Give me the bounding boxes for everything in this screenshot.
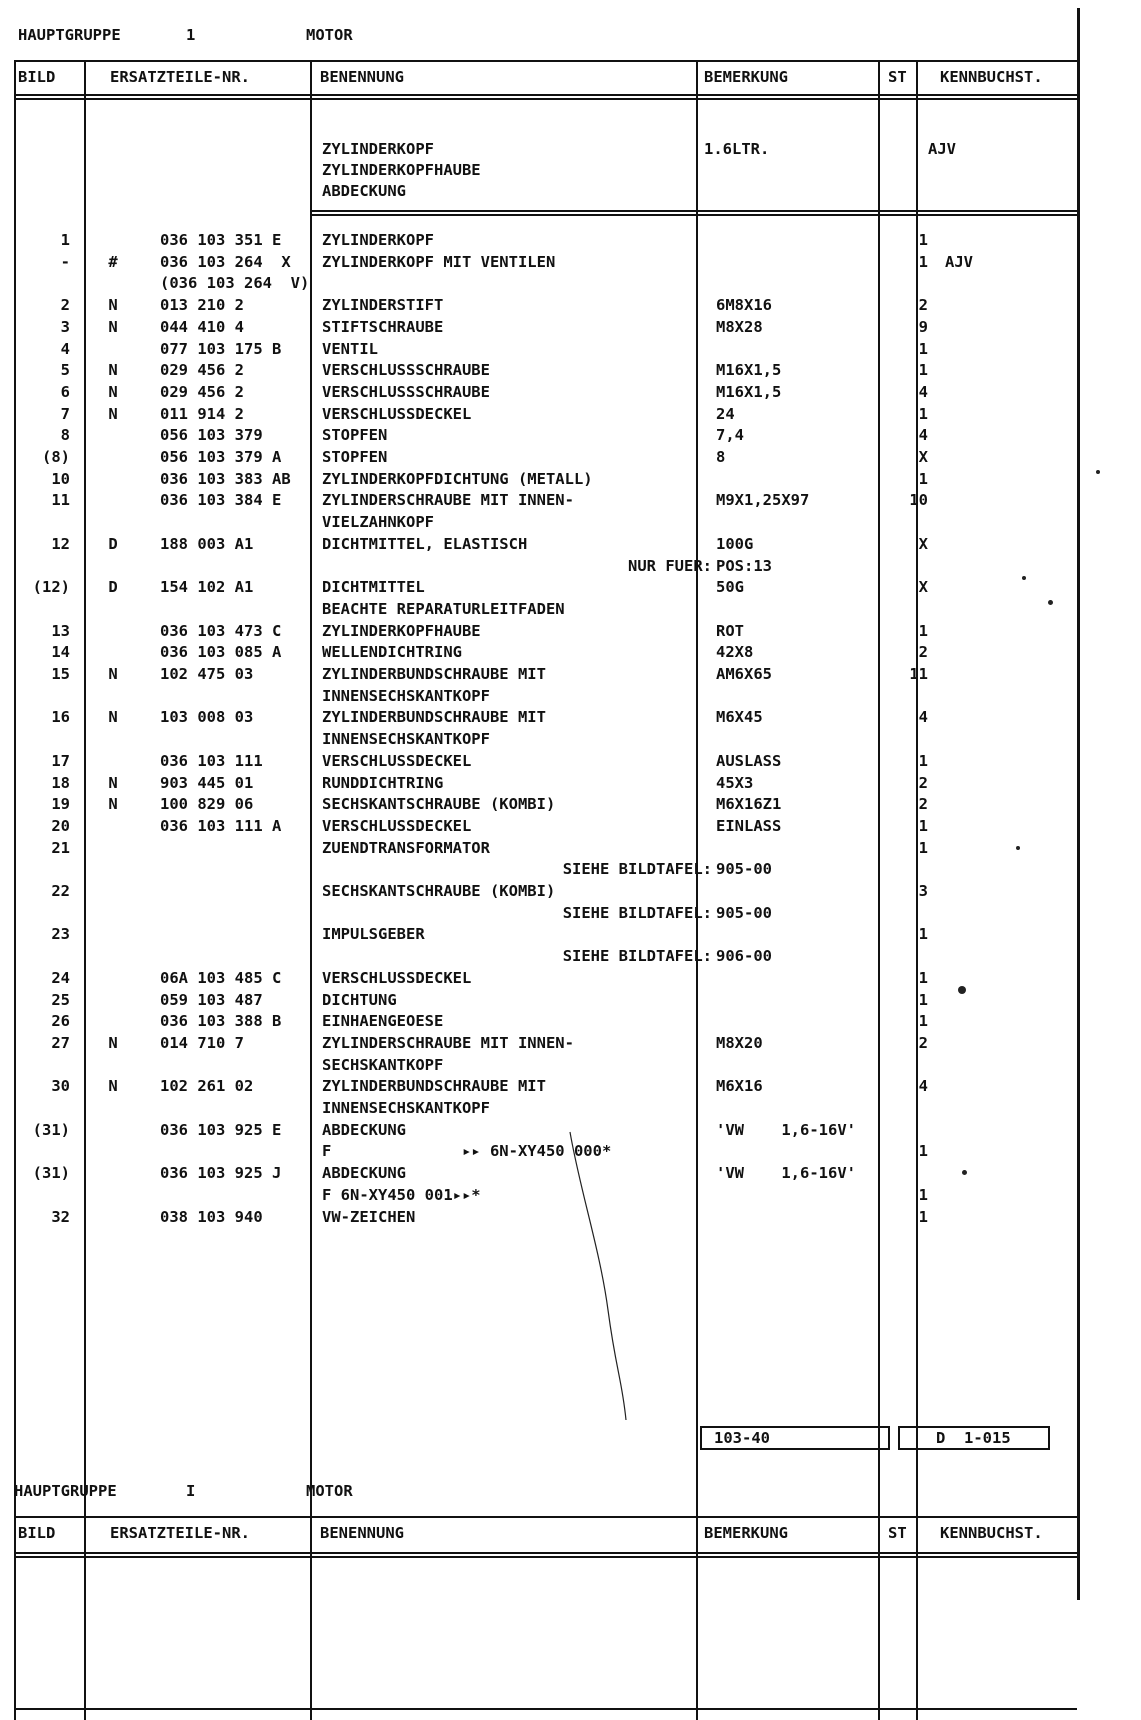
part-name: INNENSECHSKANTKOPF bbox=[322, 686, 490, 705]
quantity: 1 bbox=[918, 231, 928, 249]
bild-number: 16 bbox=[51, 708, 70, 727]
part-remark: ROT bbox=[716, 621, 744, 640]
table-row bbox=[0, 1033, 1100, 1053]
scan-speck bbox=[1096, 470, 1100, 474]
part-name: ZYLINDERKOPFDICHTUNG (METALL) bbox=[322, 469, 593, 488]
table-row bbox=[0, 252, 1100, 272]
quantity: 1 bbox=[918, 1142, 928, 1161]
part-name: ZYLINDERBUNDSCHRAUBE MIT bbox=[322, 1077, 546, 1096]
table-row bbox=[0, 621, 1100, 641]
table-row bbox=[0, 360, 1100, 380]
part-remark: 905-00 bbox=[716, 860, 772, 879]
part-number: 036 103 085 A bbox=[160, 643, 282, 662]
part-name: INNENSECHSKANTKOPF bbox=[322, 1099, 490, 1117]
table-row bbox=[0, 859, 1100, 879]
next-col-line-1 bbox=[84, 1516, 86, 1576]
table-row bbox=[0, 924, 1100, 944]
quantity: 1 bbox=[918, 816, 928, 835]
col-part-number: ERSATZTEILE-NR. bbox=[110, 68, 250, 86]
table-row bbox=[0, 469, 1100, 489]
part-remark: EINLASS bbox=[716, 816, 782, 835]
bild-number: 15 bbox=[51, 665, 70, 683]
page-ref-box bbox=[700, 1426, 890, 1450]
part-name: DICHTUNG bbox=[322, 990, 397, 1009]
quantity: 1 bbox=[918, 751, 928, 770]
part-name: VERSCHLUSSSCHRAUBE bbox=[322, 382, 490, 401]
quantity: 11 bbox=[909, 665, 928, 683]
table-row bbox=[0, 512, 1100, 532]
part-remark: M8X28 bbox=[716, 317, 763, 336]
row-flag: N bbox=[108, 317, 118, 336]
quantity: 1 bbox=[918, 925, 928, 944]
table-row bbox=[0, 534, 1100, 554]
part-name: IMPULSGEBER bbox=[322, 925, 425, 944]
table-row bbox=[0, 1055, 1100, 1075]
next-group-number: I bbox=[186, 1482, 196, 1500]
quantity: 4 bbox=[918, 708, 928, 727]
table-row bbox=[0, 1098, 1100, 1118]
table-bottom-rule bbox=[14, 1708, 1077, 1710]
quantity: 1 bbox=[918, 404, 928, 423]
part-remark: 906-00 bbox=[716, 947, 772, 966]
intro-name-2: ZYLINDERKOPFHAUBE bbox=[322, 161, 481, 179]
part-name: ZYLINDERKOPFHAUBE bbox=[322, 621, 481, 640]
bild-number: 8 bbox=[60, 426, 70, 445]
part-remark: M6X45 bbox=[716, 708, 763, 727]
table-row bbox=[0, 490, 1100, 510]
part-remark: M16X1,5 bbox=[716, 361, 782, 380]
table-row bbox=[0, 317, 1100, 337]
part-number: 059 103 487 bbox=[160, 990, 263, 1009]
part-name: VERSCHLUSSDECKEL bbox=[322, 816, 472, 835]
quantity: X bbox=[918, 448, 928, 466]
quantity: 1 bbox=[918, 1012, 928, 1031]
part-name: ZYLINDERKOPF bbox=[322, 231, 434, 249]
part-remark: M8X20 bbox=[716, 1033, 763, 1052]
part-remark: AUSLASS bbox=[716, 751, 782, 770]
part-number: 036 103 473 C bbox=[160, 621, 282, 640]
table-row bbox=[0, 1141, 1100, 1161]
part-number: 056 103 379 A bbox=[160, 448, 282, 466]
part-name: VIELZAHNKOPF bbox=[322, 513, 434, 532]
table-row bbox=[0, 903, 1100, 923]
part-name: ABDECKUNG bbox=[322, 1164, 406, 1183]
next-col-kennbuchst: KENNBUCHST. bbox=[940, 1524, 1043, 1542]
bild-number: 26 bbox=[51, 1012, 70, 1031]
table-row bbox=[0, 339, 1100, 359]
table-row bbox=[0, 273, 1100, 293]
part-name: ZYLINDERSCHRAUBE MIT INNEN- bbox=[322, 1033, 574, 1052]
bild-number: 4 bbox=[60, 339, 70, 358]
quantity: 9 bbox=[918, 317, 928, 336]
part-number: 036 103 384 E bbox=[160, 491, 282, 510]
row-flag: N bbox=[108, 795, 118, 814]
part-name: ZYLINDERKOPF MIT VENTILEN bbox=[322, 252, 556, 271]
part-number: 06A 103 485 C bbox=[160, 968, 282, 987]
bild-number: 22 bbox=[51, 882, 70, 900]
bild-number: 30 bbox=[51, 1077, 70, 1096]
table-row bbox=[0, 968, 1100, 988]
row-flag: N bbox=[108, 1033, 118, 1052]
next-col-remark: BEMERKUNG bbox=[704, 1524, 788, 1542]
part-name: INNENSECHSKANTKOPF bbox=[322, 730, 490, 749]
page-ref: 103-40 bbox=[714, 1429, 770, 1447]
table-row bbox=[0, 881, 1100, 901]
table-row bbox=[0, 773, 1100, 793]
part-remark: 42X8 bbox=[716, 643, 754, 662]
row-flag: N bbox=[108, 361, 118, 380]
bild-number: 2 bbox=[60, 296, 70, 315]
next-col-line-0 bbox=[14, 1516, 16, 1576]
next-col-bild: BILD bbox=[18, 1524, 56, 1542]
bild-number: 23 bbox=[51, 925, 70, 944]
group-label: HAUPTGRUPPE bbox=[18, 26, 121, 44]
row-flag: N bbox=[108, 708, 118, 727]
table-row bbox=[0, 404, 1100, 424]
part-name: VERSCHLUSSDECKEL bbox=[322, 404, 472, 423]
part-number: 154 102 A1 bbox=[160, 578, 254, 597]
bild-number: (31) bbox=[32, 1120, 70, 1139]
table-row bbox=[0, 230, 1100, 250]
part-name: VERSCHLUSSSCHRAUBE bbox=[322, 361, 490, 380]
part-name: VENTIL bbox=[322, 339, 378, 358]
part-remark: 8 bbox=[716, 448, 726, 466]
part-number: 029 456 2 bbox=[160, 382, 244, 401]
row-flag: N bbox=[108, 773, 118, 792]
part-number: 102 261 02 bbox=[160, 1077, 254, 1096]
page-code: D 1-015 bbox=[936, 1429, 1011, 1447]
next-group-name: MOTOR bbox=[306, 1482, 353, 1500]
quantity: 4 bbox=[918, 382, 928, 401]
part-name: STIFTSCHRAUBE bbox=[322, 317, 444, 336]
part-remark: AM6X65 bbox=[716, 665, 772, 683]
table-row bbox=[0, 556, 1100, 576]
part-number: 036 103 111 bbox=[160, 751, 263, 770]
bild-number: 1 bbox=[60, 231, 70, 249]
part-name: RUNDDICHTRING bbox=[322, 773, 444, 792]
cross-reference-note: SIEHE BILDTAFEL: bbox=[562, 947, 712, 966]
quantity: 1 bbox=[918, 990, 928, 1009]
part-number: 036 103 111 A bbox=[160, 816, 282, 835]
scan-speck bbox=[1022, 576, 1026, 580]
part-number: 077 103 175 B bbox=[160, 339, 282, 358]
part-remark: 6M8X16 bbox=[716, 296, 772, 315]
bild-number: 12 bbox=[51, 534, 70, 553]
next-col-line-2 bbox=[310, 1516, 312, 1576]
quantity: 3 bbox=[918, 882, 928, 900]
bild-number: (12) bbox=[32, 578, 70, 597]
quantity: 10 bbox=[909, 491, 928, 510]
part-number: 103 008 03 bbox=[160, 708, 254, 727]
table-row bbox=[0, 599, 1100, 619]
part-name: ZYLINDERBUNDSCHRAUBE MIT bbox=[322, 665, 546, 683]
table-row bbox=[0, 990, 1100, 1010]
part-name: DICHTMITTEL bbox=[322, 578, 425, 597]
quantity: 1 bbox=[918, 1207, 928, 1226]
group-name: MOTOR bbox=[306, 26, 353, 44]
bild-number: 7 bbox=[60, 404, 70, 423]
table-row bbox=[0, 642, 1100, 662]
scan-speck bbox=[962, 1170, 967, 1175]
table-row bbox=[0, 382, 1100, 402]
cross-reference-note: SIEHE BILDTAFEL: bbox=[562, 860, 712, 879]
kennbuchstabe: AJV bbox=[945, 252, 973, 271]
quantity: 1 bbox=[918, 968, 928, 987]
scan-pen-mark bbox=[560, 1130, 660, 1430]
row-flag: # bbox=[108, 252, 118, 271]
part-number: 036 103 383 AB bbox=[160, 469, 291, 488]
bild-number: (8) bbox=[42, 448, 70, 466]
quantity: X bbox=[918, 534, 928, 553]
bild-number: 17 bbox=[51, 751, 70, 770]
table-row bbox=[0, 1120, 1100, 1140]
part-name: STOPFEN bbox=[322, 448, 388, 466]
part-name: VERSCHLUSSDECKEL bbox=[322, 751, 472, 770]
quantity: 4 bbox=[918, 1077, 928, 1096]
table-row bbox=[0, 729, 1100, 749]
bild-number: 6 bbox=[60, 382, 70, 401]
part-name: DICHTMITTEL, ELASTISCH bbox=[322, 534, 528, 553]
part-remark: 'VW 1,6-16V' bbox=[716, 1164, 856, 1183]
part-number: 029 456 2 bbox=[160, 361, 244, 380]
table-row bbox=[0, 816, 1100, 836]
part-remark: M6X16 bbox=[716, 1077, 763, 1096]
quantity: X bbox=[918, 578, 928, 597]
intro-kennbuchst: AJV bbox=[928, 140, 956, 158]
scan-speck bbox=[1016, 846, 1020, 850]
bild-number: 24 bbox=[51, 968, 70, 987]
bild-number: (31) bbox=[32, 1164, 70, 1183]
intro-name-1: ZYLINDERKOPF bbox=[322, 140, 434, 158]
row-flag: D bbox=[108, 534, 118, 553]
part-number: 014 710 7 bbox=[160, 1033, 244, 1052]
part-name: ABDECKUNG bbox=[322, 1120, 406, 1139]
part-remark: 905-00 bbox=[716, 903, 772, 922]
part-name: BEACHTE REPARATURLEITFADEN bbox=[322, 599, 565, 618]
quantity: 1 bbox=[918, 1185, 928, 1204]
part-name: ZYLINDERSTIFT bbox=[322, 296, 444, 315]
bild-number: 10 bbox=[51, 469, 70, 488]
bild-number: 19 bbox=[51, 795, 70, 814]
quantity: 1 bbox=[918, 838, 928, 857]
page-code-box bbox=[898, 1426, 1050, 1450]
part-remark: M9X1,25X97 bbox=[716, 491, 810, 510]
bild-number: 25 bbox=[51, 990, 70, 1009]
bild-number: 5 bbox=[60, 361, 70, 380]
part-number: 013 210 2 bbox=[160, 296, 244, 315]
quantity: 4 bbox=[918, 426, 928, 445]
col-bild: BILD bbox=[18, 68, 56, 86]
bild-number: 3 bbox=[60, 317, 70, 336]
part-number: 100 829 06 bbox=[160, 795, 254, 814]
scan-speck bbox=[1048, 600, 1053, 605]
next-col-part-number: ERSATZTEILE-NR. bbox=[110, 1524, 250, 1542]
bild-number: - bbox=[60, 252, 70, 271]
row-flag: N bbox=[108, 665, 118, 683]
part-remark: 24 bbox=[716, 404, 735, 423]
quantity: 2 bbox=[918, 795, 928, 814]
part-name: SECHSKANTSCHRAUBE (KOMBI) bbox=[322, 795, 556, 814]
quantity: 1 bbox=[918, 469, 928, 488]
table-row bbox=[0, 664, 1100, 684]
part-name: F 6N-XY450 001▸▸* bbox=[322, 1185, 481, 1204]
row-flag: N bbox=[108, 296, 118, 315]
part-number: 011 914 2 bbox=[160, 404, 244, 423]
bild-number: 18 bbox=[51, 773, 70, 792]
part-name: F ▸▸ 6N-XY450 000* bbox=[322, 1142, 612, 1161]
part-name: WELLENDICHTRING bbox=[322, 643, 462, 662]
part-remark: 45X3 bbox=[716, 773, 754, 792]
table-row bbox=[0, 1011, 1100, 1031]
row-flag: N bbox=[108, 404, 118, 423]
table-row bbox=[0, 447, 1100, 467]
scan-speck bbox=[958, 986, 966, 994]
next-col-line-3 bbox=[696, 1516, 698, 1576]
next-col-line-5 bbox=[916, 1516, 918, 1576]
bild-number: 20 bbox=[51, 816, 70, 835]
table-row bbox=[0, 794, 1100, 814]
intro-name-3: ABDECKUNG bbox=[322, 182, 406, 200]
part-name: ZYLINDERBUNDSCHRAUBE MIT bbox=[322, 708, 546, 727]
table-row bbox=[0, 577, 1100, 597]
quantity: 2 bbox=[918, 773, 928, 792]
part-name: SECHSKANTKOPF bbox=[322, 1055, 444, 1074]
part-number: 036 103 388 B bbox=[160, 1012, 282, 1031]
table-row bbox=[0, 1163, 1100, 1183]
part-name: VERSCHLUSSDECKEL bbox=[322, 968, 472, 987]
part-remark: POS:13 bbox=[716, 556, 772, 575]
quantity: 2 bbox=[918, 1033, 928, 1052]
bild-number: 21 bbox=[51, 838, 70, 857]
table-row bbox=[0, 1207, 1100, 1227]
quantity: 2 bbox=[918, 643, 928, 662]
col-remark: BEMERKUNG bbox=[704, 68, 788, 86]
col-name: BENENNUNG bbox=[320, 68, 404, 86]
part-number: 036 103 925 E bbox=[160, 1120, 282, 1139]
part-name: ZYLINDERSCHRAUBE MIT INNEN- bbox=[322, 491, 574, 510]
table-row bbox=[0, 686, 1100, 706]
col-st: ST bbox=[888, 68, 907, 86]
next-col-st: ST bbox=[888, 1524, 907, 1542]
part-remark: 50G bbox=[716, 578, 744, 597]
part-remark: 7,4 bbox=[716, 426, 744, 445]
part-number: 036 103 925 J bbox=[160, 1164, 282, 1183]
row-flag: D bbox=[108, 578, 118, 597]
next-header-double-rule bbox=[14, 1552, 1077, 1558]
part-number: 038 103 940 bbox=[160, 1207, 263, 1226]
part-number: 036 103 351 E bbox=[160, 231, 282, 249]
part-number: 903 445 01 bbox=[160, 773, 254, 792]
quantity: 1 bbox=[918, 621, 928, 640]
row-flag: N bbox=[108, 382, 118, 401]
cross-reference-note: SIEHE BILDTAFEL: bbox=[562, 903, 712, 922]
part-name: ZUENDTRANSFORMATOR bbox=[322, 838, 490, 857]
part-number: 102 475 03 bbox=[160, 665, 254, 683]
bild-number: 13 bbox=[51, 621, 70, 640]
table-row bbox=[0, 425, 1100, 445]
table-row bbox=[0, 707, 1100, 727]
part-remark: M16X1,5 bbox=[716, 382, 782, 401]
next-col-line-4 bbox=[878, 1516, 880, 1576]
col-kennbuchst: KENNBUCHST. bbox=[940, 68, 1043, 86]
table-row bbox=[0, 1076, 1100, 1096]
cross-reference-note: NUR FUER: bbox=[628, 556, 712, 575]
part-remark: 100G bbox=[716, 534, 754, 553]
table-row bbox=[0, 838, 1100, 858]
part-remark: 'VW 1,6-16V' bbox=[716, 1120, 856, 1139]
part-number: (036 103 264 V) bbox=[160, 274, 310, 293]
part-number: 044 410 4 bbox=[160, 317, 244, 336]
group-number: 1 bbox=[186, 26, 196, 44]
quantity: 1 bbox=[918, 361, 928, 380]
next-group-label: HAUPTGRUPPE bbox=[14, 1482, 117, 1500]
table-row bbox=[0, 1185, 1100, 1205]
quantity: 1 bbox=[918, 339, 928, 358]
quantity: 1 bbox=[918, 252, 928, 271]
part-name: SECHSKANTSCHRAUBE (KOMBI) bbox=[322, 882, 556, 900]
table-row bbox=[0, 946, 1100, 966]
intro-double-rule bbox=[312, 210, 1077, 216]
part-name: STOPFEN bbox=[322, 426, 388, 445]
next-col-name: BENENNUNG bbox=[320, 1524, 404, 1542]
intro-remark: 1.6LTR. bbox=[704, 140, 770, 158]
part-number: 056 103 379 bbox=[160, 426, 263, 445]
part-number: 188 003 A1 bbox=[160, 534, 254, 553]
bild-number: 32 bbox=[51, 1207, 70, 1226]
quantity: 2 bbox=[918, 296, 928, 315]
part-name: VW-ZEICHEN bbox=[322, 1207, 416, 1226]
table-row bbox=[0, 295, 1100, 315]
bild-number: 14 bbox=[51, 643, 70, 662]
table-row bbox=[0, 751, 1100, 771]
bild-number: 11 bbox=[51, 491, 70, 510]
part-name: EINHAENGEOESE bbox=[322, 1012, 444, 1031]
row-flag: N bbox=[108, 1077, 118, 1096]
bild-number: 27 bbox=[51, 1033, 70, 1052]
part-remark: M6X16Z1 bbox=[716, 795, 782, 814]
part-number: 036 103 264 X bbox=[160, 252, 291, 271]
